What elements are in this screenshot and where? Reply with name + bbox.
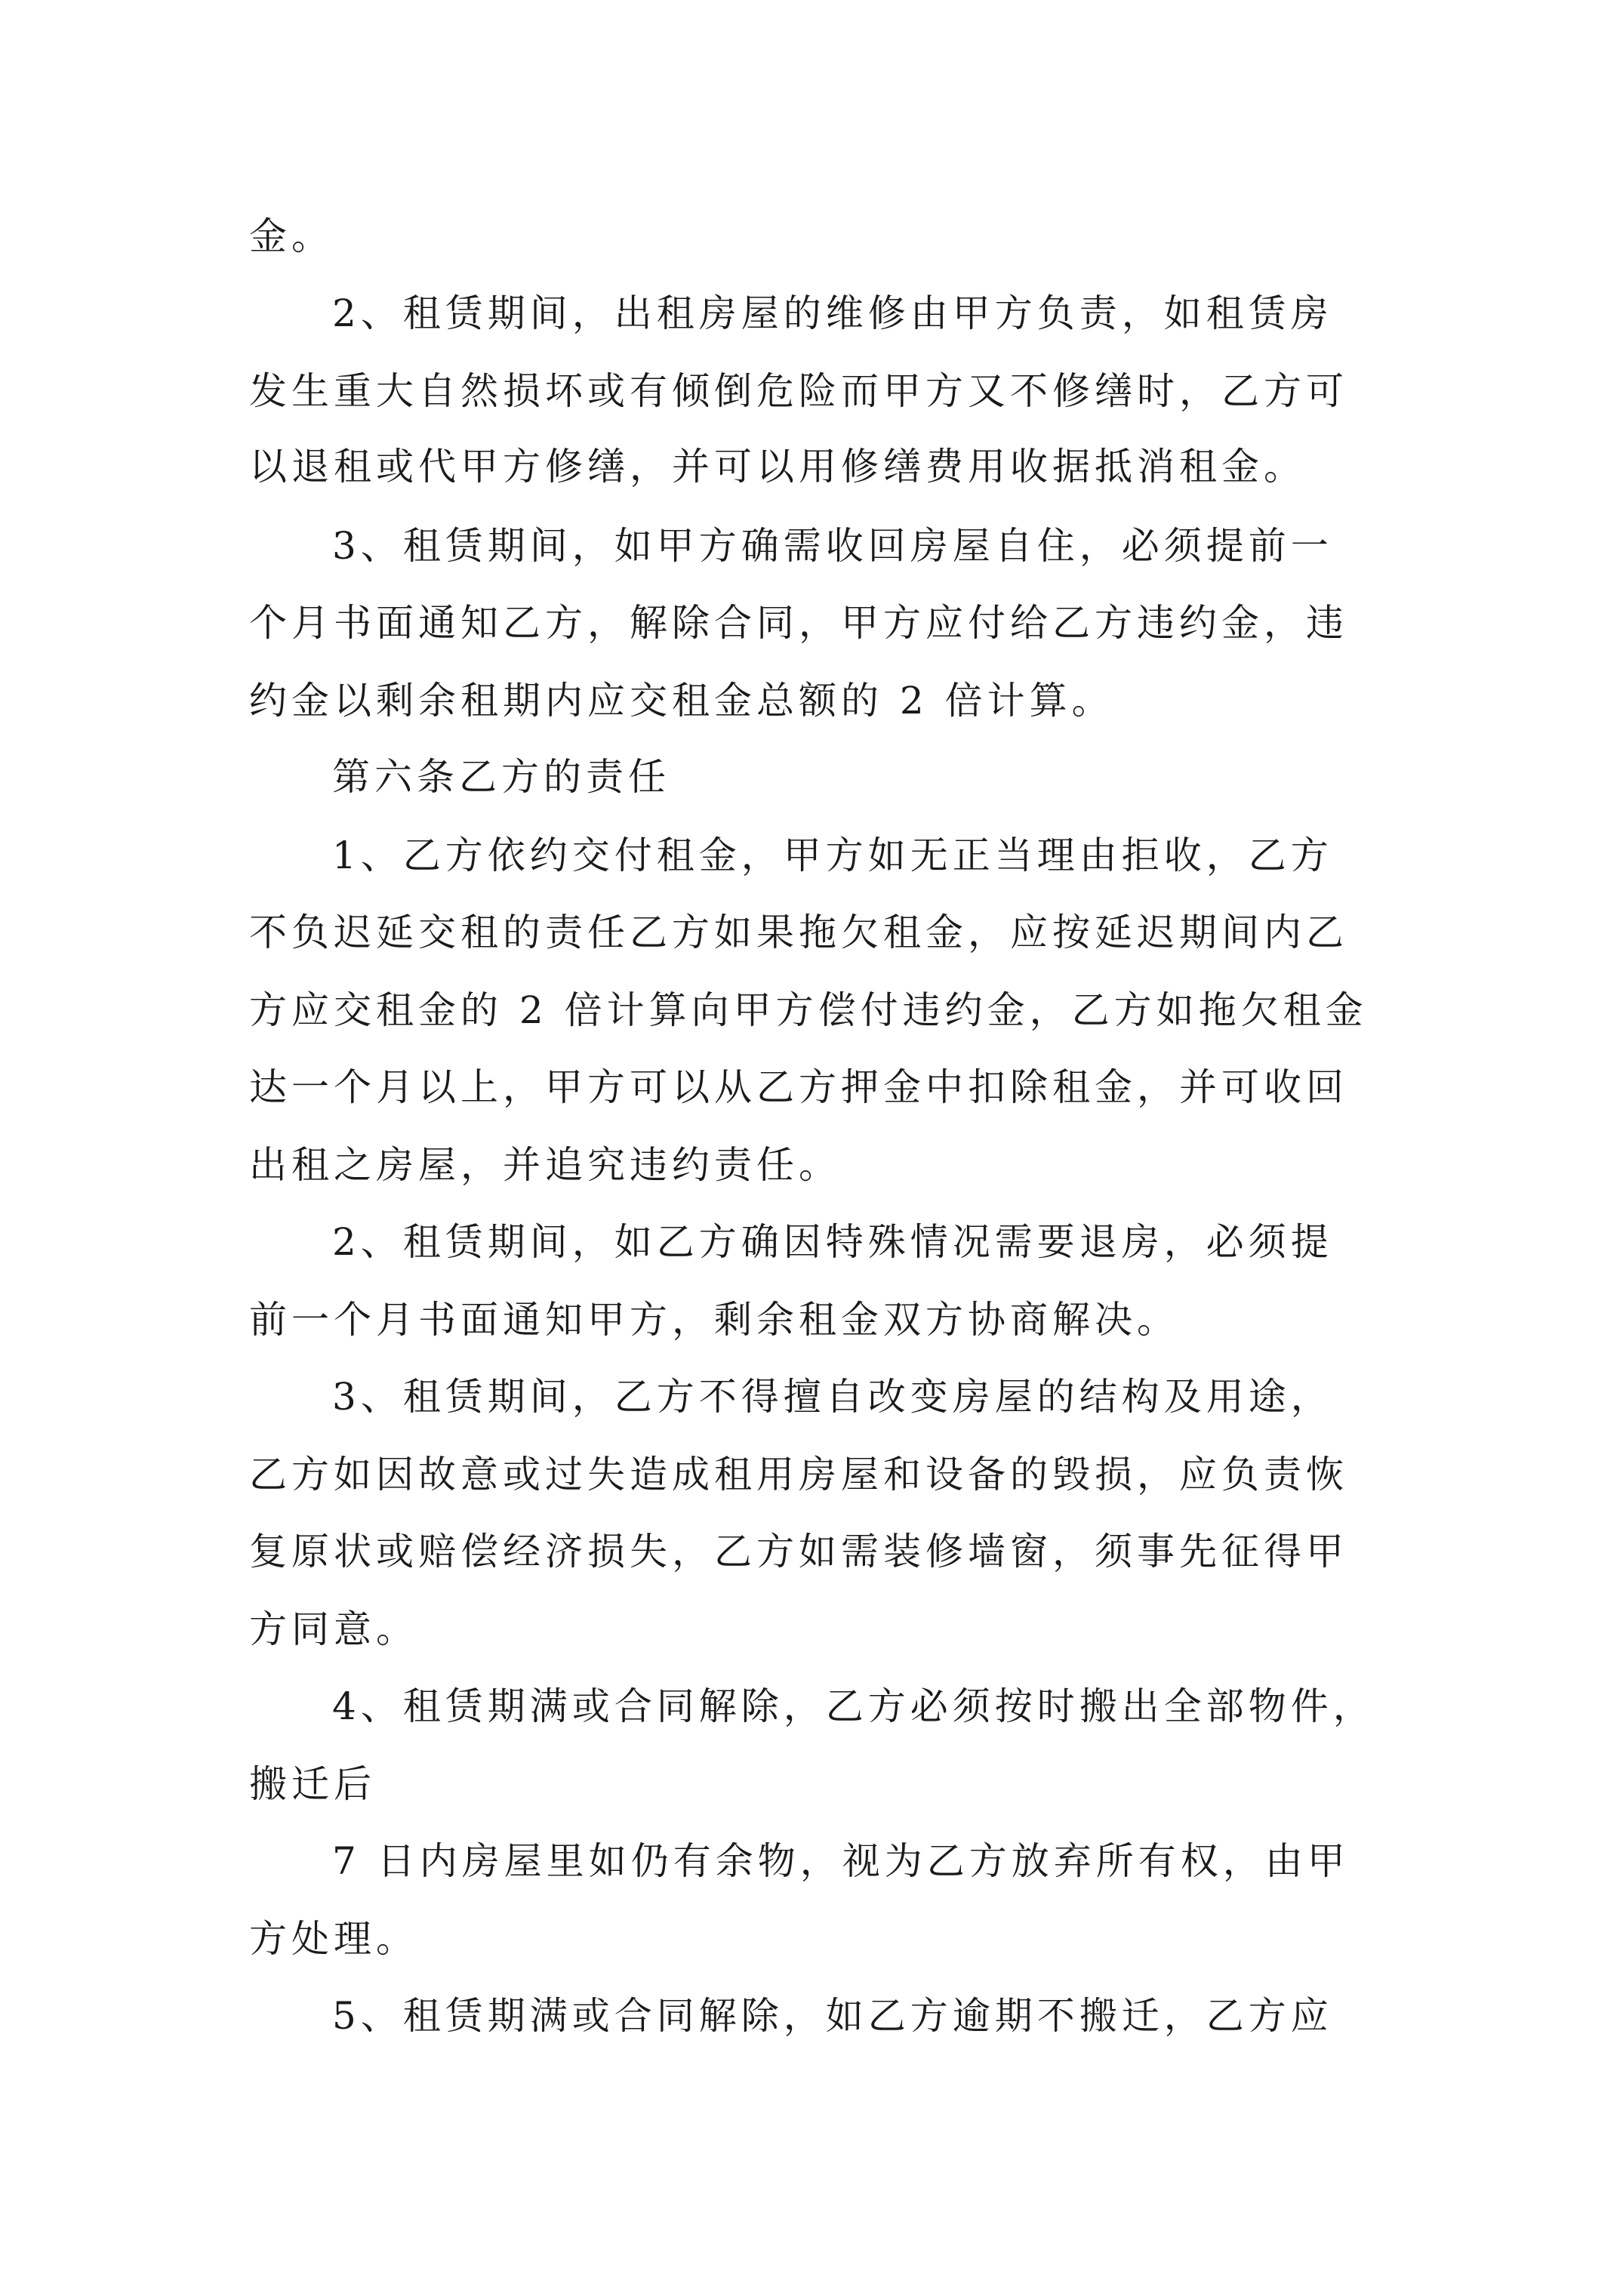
text-line: 不负迟延交租的责任乙方如果拖欠租金，应按延迟期间内乙 (249, 911, 1348, 954)
text-line: 搬迁后 (249, 1762, 376, 1806)
text-line: 达一个月以上，甲方可以从乙方押金中扣除租金，并可收回 (249, 1065, 1348, 1109)
text-line: 乙方如因故意或过失造成租用房屋和设备的毁损，应负责恢 (249, 1453, 1348, 1496)
text-line: 前一个月书面通知甲方，剩余租金双方协商解决。 (249, 1298, 1179, 1342)
text-line: 发生重大自然损坏或有倾倒危险而甲方又不修缮时，乙方可 (249, 369, 1348, 413)
text-line: 方应交租金的 2 倍计算向甲方偿付违约金，乙方如拖欠租金 (249, 988, 1368, 1032)
text-line: 1、乙方依约交付租金，甲方如无正当理由拒收，乙方 (332, 834, 1333, 877)
text-line: 个月书面通知乙方，解除合同，甲方应付给乙方违约金，违 (249, 601, 1348, 645)
text-line: 2、租赁期间，如乙方确因特殊情况需要退房，必须提 (332, 1220, 1333, 1264)
text-line: 约金以剩余租期内应交租金总额的 2 倍计算。 (249, 679, 1114, 723)
text-line: 4、租赁期满或合同解除，乙方必须按时搬出全部物件， (332, 1684, 1375, 1728)
section-heading: 第六条乙方的责任 (332, 755, 670, 799)
text-line: 出租之房屋，并追究违约责任。 (249, 1143, 841, 1187)
text-line: 5、租赁期满或合同解除，如乙方逾期不搬迁，乙方应 (332, 1994, 1333, 2038)
text-line: 复原状或赔偿经济损失，乙方如需装修墙窗，须事先征得甲 (249, 1530, 1348, 1573)
text-line: 7 日内房屋里如仍有余物，视为乙方放弃所有权，由甲 (332, 1839, 1350, 1883)
text-line: 方处理。 (249, 1917, 418, 1961)
text-line: 2、租赁期间，出租房屋的维修由甲方负责，如租赁房 (332, 291, 1333, 335)
text-line: 3、租赁期间，乙方不得擅自改变房屋的结构及用途， (332, 1375, 1333, 1419)
text-line: 金。 (249, 214, 334, 258)
text-line: 方同意。 (249, 1607, 418, 1651)
text-line: 以退租或代甲方修缮，并可以用修缮费用收据抵消租金。 (249, 445, 1306, 488)
text-line: 3、租赁期间，如甲方确需收回房屋自住，必须提前一 (332, 524, 1333, 568)
